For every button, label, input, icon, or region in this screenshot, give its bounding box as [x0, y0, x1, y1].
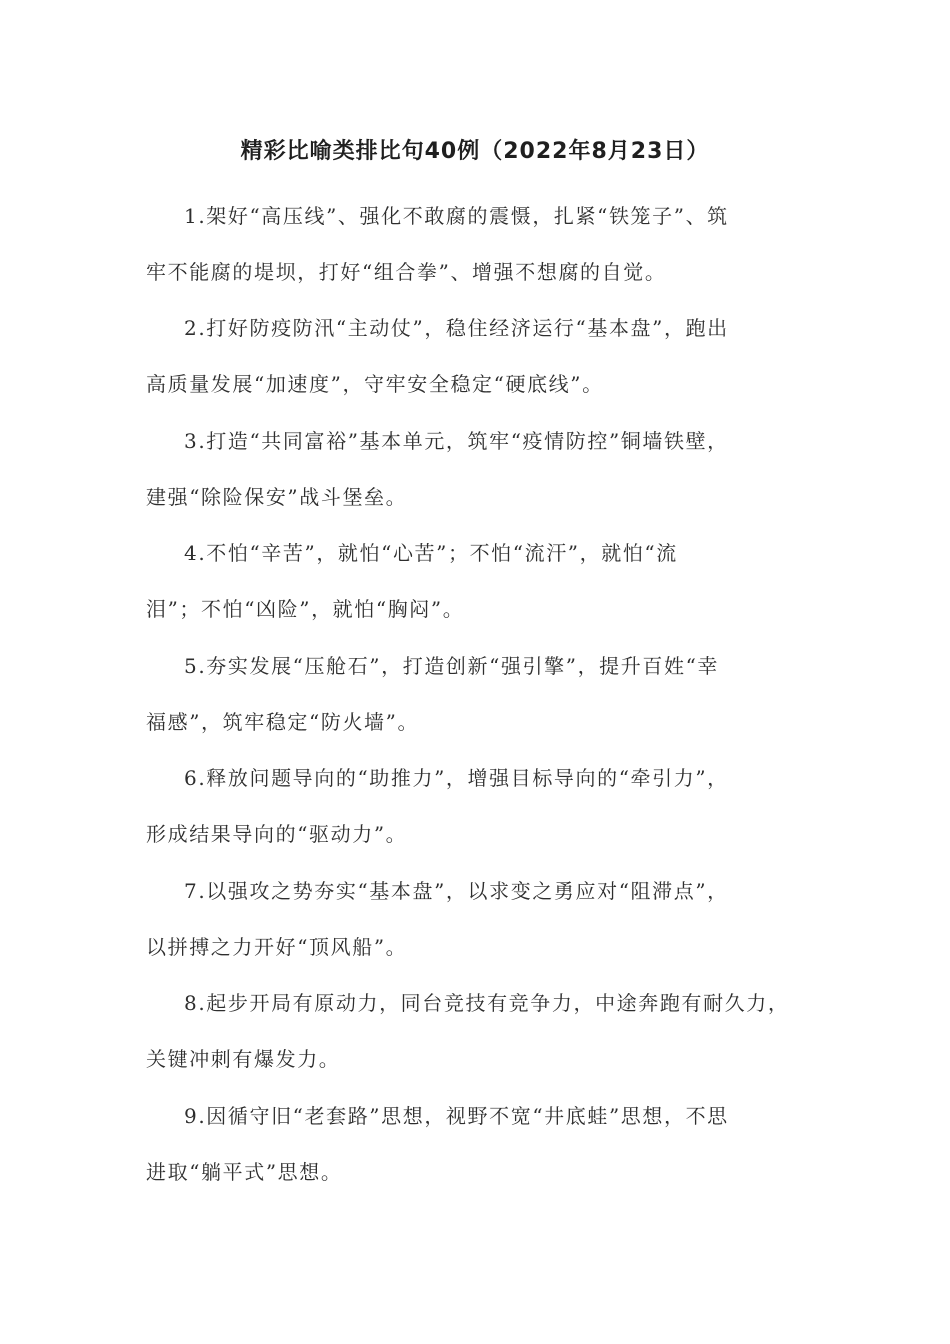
item-line: 4.不怕“辛苦”，就怕“心苦”；不怕“流汗”，就怕“流: [184, 541, 678, 565]
list-item: [146, 975, 814, 1087]
item-line: 6.释放问题导向的“助推力”，增强目标导向的“牵引力”，: [184, 766, 729, 790]
item-line: 5.夯实发展“压舱石”，打造创新“强引擎”，提升百姓“幸: [184, 654, 720, 678]
item-line: 牢不能腐的堤坝，打好“组合拳”、增强不想腐的自觉。: [146, 260, 667, 284]
list-item: [146, 638, 814, 750]
item-line: 1.架好“高压线”、强化不敢腐的震慑，扎紧“铁笼子”、筑: [184, 204, 729, 228]
item-line: 形成结果导向的“驱动力”。: [146, 822, 408, 846]
item-line: 9.因循守旧“老套路”思想，视野不宽“井底蛙”思想，不思: [184, 1104, 729, 1128]
item-line: 以拼搏之力开好“顶风船”。: [146, 935, 408, 959]
item-line: 2.打好防疫防汛“主动仗”，稳住经济运行“基本盘”，跑出: [184, 316, 729, 340]
list-item: [146, 413, 814, 525]
item-line: 7.以强攻之势夯实“基本盘”，以求变之勇应对“阻滞点”，: [184, 879, 729, 903]
item-line: 8.起步开局有原动力，同台竞技有竞争力，中途奔跑有耐久力，: [184, 991, 790, 1015]
list-item: [146, 863, 814, 975]
item-line: 高质量发展“加速度”，守牢安全稳定“硬底线”。: [146, 372, 604, 396]
item-line: 泪”；不怕“凶险”，就怕“胸闷”。: [146, 597, 465, 621]
document-title: 精彩比喻类排比句40例（2022年8月23日）: [240, 139, 710, 164]
list-item: [146, 188, 814, 300]
item-line: 关键冲刺有爆发力。: [146, 1047, 341, 1071]
item-line: 福感”，筑牢稳定“防火墙”。: [146, 710, 420, 734]
list-item: [146, 300, 814, 412]
list-item: [146, 1088, 814, 1200]
item-line: 3.打造“共同富裕”基本单元，筑牢“疫情防控”铜墙铁壁，: [184, 429, 729, 453]
item-line: 进取“躺平式”思想。: [146, 1160, 343, 1184]
list-item: [146, 750, 814, 862]
list-item: [146, 525, 814, 637]
item-line: 建强“除险保安”战斗堡垒。: [146, 485, 408, 509]
